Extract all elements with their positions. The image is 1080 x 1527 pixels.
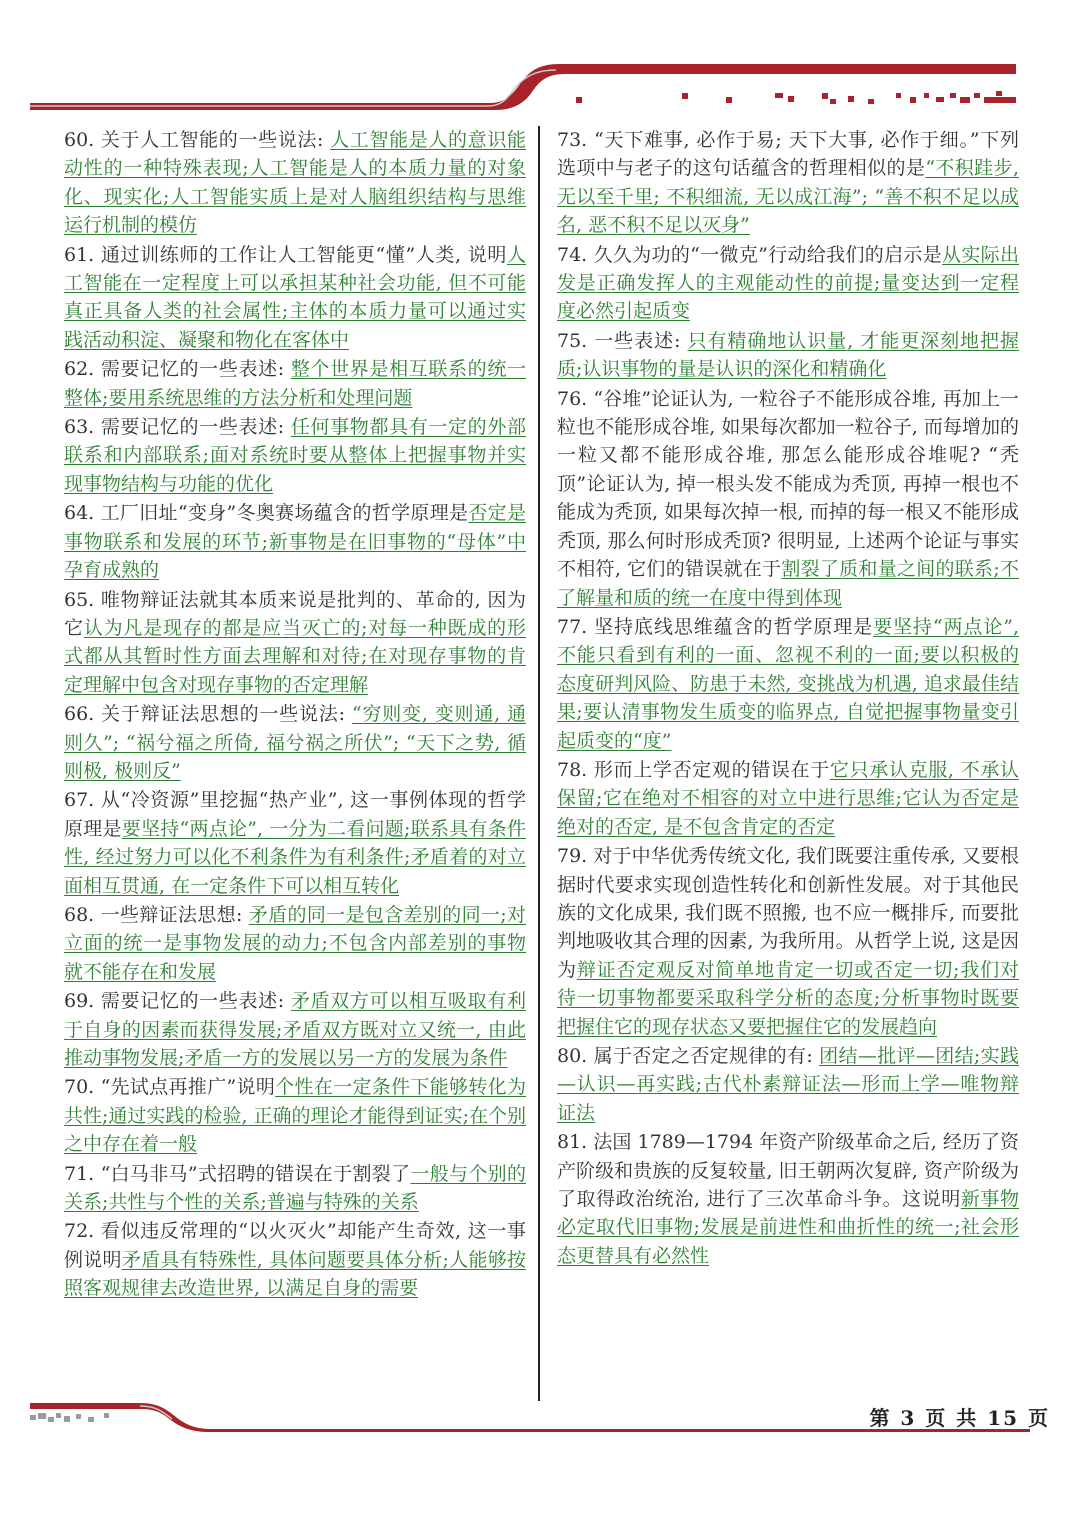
question-text: 74. 久久为功的“一微克”行动给我们的启示是 [557, 243, 943, 266]
answer-text: 一般与个别的关系;共性与个性的关系;普遍与特殊的关系 [64, 1162, 526, 1214]
answer-text: 人工智能在一定程度上可以承担某种社会功能, 但不可能真正具备人类的社会属性;主体的本质力量可以通过实践活动积淀、凝聚和物化在客体中 [64, 243, 526, 351]
question-text: 77. 坚持底线思维蕴含的哲学原理是 [557, 615, 874, 638]
question-text: 67. 从“冷资源”里挖掘“热产业”, 这一事例体现的哲学原理是 [64, 789, 526, 840]
header-decoration [0, 0, 1080, 120]
answer-text: 认为凡是现存的都是应当灭亡的;对每一种既成的形式都从其暂时性方面去理解和对待;在对现存事物的肯定理解中包含对现存事物的否定理解 [64, 616, 526, 696]
question-text: 78. 形而上学否定观的错误在于 [557, 758, 830, 781]
question-text: 80. 属于否定之否定规律的有: [557, 1045, 820, 1067]
answer-text: 人工智能是人的意识能动性的一种特殊表现;人工智能是人的本质力量的对象化、现实化;人工智能实质上是对人脑组织结构与思维运行机制的模仿 [64, 129, 526, 237]
question-item [64, 1217, 526, 1302]
question-text: 63. 需要记忆的一些表述: [64, 416, 291, 439]
answer-text: 它只承认克服, 不承认保留;它在绝对不相容的对立中进行思维;它认为否定是绝对的否定, 是不包含肯定的否定 [557, 758, 1019, 838]
page-number: 第 3 页 共 15 页 [869, 1406, 1050, 1430]
answer-text: 整个世界是相互联系的统一整体;要用系统思维的方法分析和处理问题 [64, 358, 526, 409]
question-item [64, 413, 526, 498]
question-text: 70. “先试点再推广”说明 [64, 1076, 276, 1099]
question-text: 69. 需要记忆的一些表述: [64, 990, 291, 1013]
answer-text: 个性在一定条件下能够转化为共性;通过实践的检验, 正确的理论才能得到证实;在个别之中存在着一般 [64, 1076, 526, 1156]
question-text: 68. 一些辩证法思想: [64, 903, 249, 926]
answer-text: 从实际出发是正确发挥人的主观能动性的前提;量变达到一定程度必然引起质变 [557, 243, 1019, 323]
answer-text: 只有精确地认识量, 才能更深刻地把握质;认识事物的量是认识的深化和精确化 [557, 329, 1019, 381]
question-item [64, 901, 526, 986]
question-item [557, 385, 1019, 612]
answer-text: 任何事物都具有一定的外部联系和内部联系;面对系统时要从整体上把握事物并实现事物结构与功能的优化 [64, 416, 526, 495]
answer-text: 割裂了质和量之间的联系;不了解量和质的统一在度中得到体现 [557, 558, 1019, 609]
question-item [557, 613, 1019, 755]
answer-text: 矛盾双方可以相互吸取有利于自身的因素而获得发展;矛盾双方既对立又统一, 由此推动事物发展;矛盾一方的发展以另一方的发展为条件 [64, 990, 526, 1069]
question-item [557, 241, 1019, 326]
question-item [557, 1128, 1019, 1270]
answer-text: 否定是事物联系和发展的环节;新事物是在旧事物的“母体”中孕育成熟的 [64, 502, 526, 582]
question-text: 66. 关于辩证法思想的一些说法: [64, 703, 352, 726]
question-item [64, 987, 526, 1072]
question-item [64, 355, 526, 412]
right-column [557, 126, 1019, 1271]
column-divider [538, 126, 540, 1401]
answer-text: 要坚持“两点论”, 一分为二看问题;联系具有条件性, 经过努力可以化不利条件为有利条件;矛盾着的对立面相互贯通, 在一定条件下可以相互转化 [64, 817, 526, 897]
question-item [64, 499, 526, 584]
question-item [64, 586, 526, 700]
answer-text: 团结—批评—团结;实践—认识—再实践;古代朴素辩证法—形而上学—唯物辩证法 [557, 1045, 1020, 1124]
answer-text: 辩证否定观反对简单地肯定一切或否定一切;我们对待一切事物都要采取科学分析的态度;分析事物时既要把握住它的现存状态又要把握住它的发展趋向 [557, 958, 1019, 1038]
question-text: 72. 看似违反常理的“以火灭火”却能产生奇效, 这一事例说明 [64, 1220, 526, 1271]
answer-text: 要坚持“两点论”, 不能只看到有利的一面、忽视不利的一面;要以积极的态度研判风险、防患于未然, 变挑战为机遇, 追求最佳结果;要认清事物发生质变的临界点, 自觉把握事物量变引起质变的“度” [557, 615, 1019, 752]
answer-text: 矛盾的同一是包含差别的同一;对立面的统一是事物发展的动力;不包含内部差别的事物就不能存在和发展 [64, 903, 527, 983]
answer-text: “不积跬步, 无以至千里; 不积细流, 无以成江海”; “善不积不足以成名, 恶不积不足以灭身” [557, 157, 1019, 237]
question-text: 71. “白马非马”式招聘的错误在于割裂了 [64, 1162, 411, 1185]
question-item [557, 756, 1019, 841]
question-text: 60. 关于人工智能的一些说法: [64, 129, 331, 151]
question-text: 61. 通过训练师的工作让人工智能更“懂”人类, 说明 [64, 243, 507, 266]
answer-text: “穷则变, 变则通, 通则久”; “祸兮福之所倚, 福兮祸之所伏”; “天下之势, 循则极, 极则反” [64, 703, 527, 782]
header-pixel-pattern [576, 91, 1016, 104]
question-text: 76. “谷堆”论证认为, 一粒谷子不能形成谷堆, 再加上一粒也不能形成谷堆, 如果每次都加一粒谷子, 而每增加的一粒又都不能形成谷堆, 那怎么能形成谷堆呢? “秃顶”论证认为, 掉一根头发不能成为秃顶, 再掉一根也不能成为秃顶, 如果每次掉一根, 而掉的每一根又不能形成秃顶, 那么何时形成秃顶? 很明显, 上述两个论证与事实不相符, 它们的错误就在于 [557, 387, 1019, 581]
question-item [64, 241, 526, 355]
question-item [64, 1160, 526, 1217]
footer-pixel-pattern [30, 1413, 109, 1422]
question-item [557, 126, 1019, 240]
answer-text: 新事物必定取代旧事物;发展是前进性和曲折性的统一;社会形态更替具有必然性 [557, 1188, 1019, 1267]
question-item [64, 126, 526, 240]
question-item [64, 1073, 526, 1158]
question-item [557, 842, 1019, 1041]
question-text: 75. 一些表述: [557, 329, 688, 352]
question-item [64, 786, 526, 900]
question-text: 79. 对于中华优秀传统文化, 我们既要注重传承, 又要根据时代要求实现创造性转化和创新性发展。对于其他民族的文化成果, 我们既不照搬, 也不应一概排斥, 而要批判地吸收其合理的因素, 为我所用。从哲学上说, 这是因为 [557, 845, 1019, 981]
question-text: 64. 工厂旧址“变身”冬奥赛场蕴含的哲学原理是 [64, 502, 469, 525]
question-text: 73. “天下难事, 必作于易; 天下大事, 必作于细。”下列选项中与老子的这句话蕴含的哲理相似的是 [557, 129, 1019, 180]
answer-text: 矛盾具有特殊性, 具体问题要具体分析;人能够按照客观规律去改造世界, 以满足自身的需要 [64, 1248, 526, 1300]
left-column [64, 126, 526, 1304]
question-text: 81. 法国 1789—1794 年资产阶级革命之后, 经历了资产阶级和贵族的反复较量, 旧王朝两次复辟, 资产阶级为了取得政治统治, 进行了三次革命斗争。这说明 [557, 1131, 1019, 1211]
question-text: 62. 需要记忆的一些表述: [64, 358, 291, 381]
header-swoosh-line [30, 70, 556, 106]
question-item [557, 1042, 1019, 1127]
question-item [64, 700, 526, 785]
question-item [557, 327, 1019, 384]
question-text: 65. 唯物辩证法就其本质来说是批判的、革命的, 因为它 [64, 588, 526, 639]
